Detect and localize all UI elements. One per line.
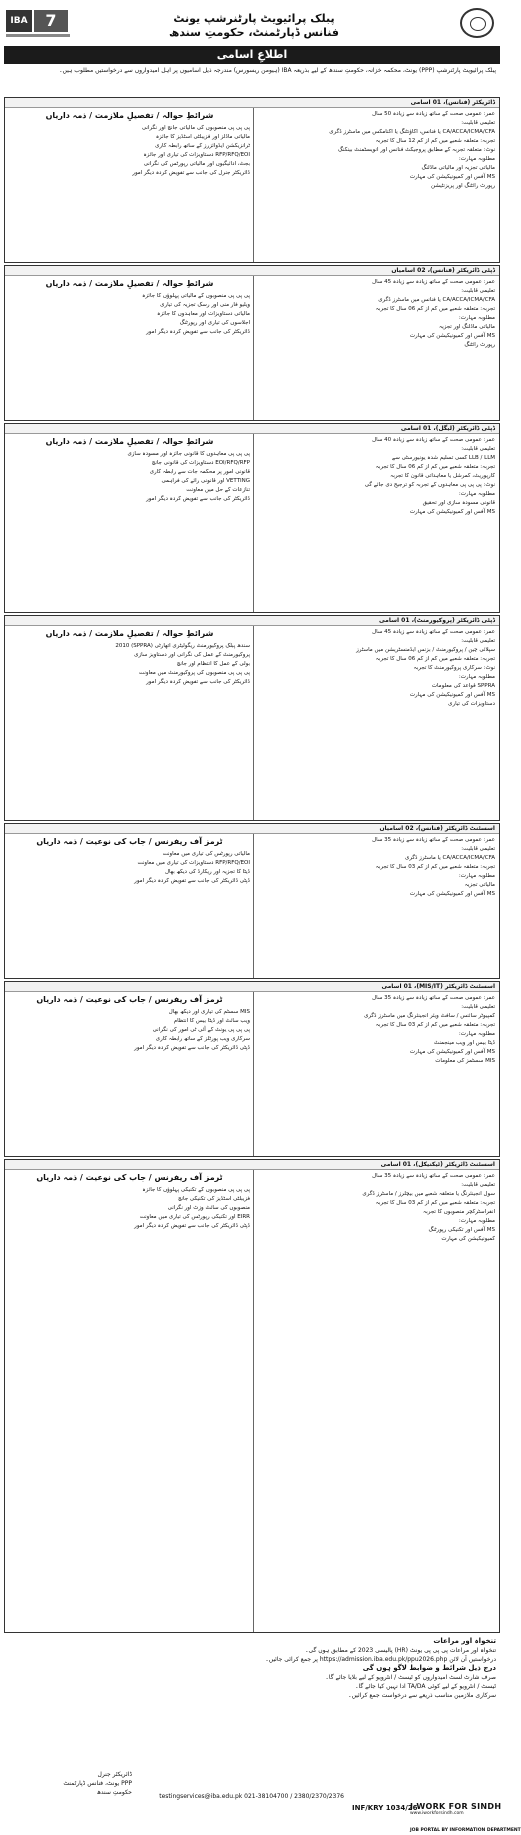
responsibility-line: پی پی پی یونٹ کے آئی ٹی امور کی نگرانی [152, 1027, 250, 1033]
eligibility-column [256, 836, 495, 976]
responsibilities-column [9, 836, 250, 976]
responsibility-line: VETTING اور قانونی رائے کی فراہمی [161, 478, 250, 484]
sindh-government-seal-icon [460, 8, 494, 38]
signoff-designation: ڈائریکٹر جنرل [97, 1771, 132, 1778]
responsibilities-heading: شرائطِ حوالہ / تفصیلِ ملازمت / ذمہ داریاں [45, 279, 214, 288]
eligibility-line: نوٹ: متعلقہ تجربہ کے مطابق پروجیکٹ فنانس اور انویسٹمنٹ بینکنگ [338, 147, 495, 153]
signoff-unit: PPP یونٹ، فنانس ڈپارٹمنٹ [63, 1780, 132, 1787]
position-section [4, 823, 500, 979]
responsibility-line: ڈائریکٹر کی جانب سے تفویض کردہ دیگر امور [146, 496, 250, 502]
eligibility-line: مطلوبہ مہارت: [458, 156, 495, 162]
iba-anniversary-mark: 7 [34, 10, 68, 32]
eligibility-column [256, 1172, 495, 1630]
responsibility-line: بجٹ، ادائیگیوں اور مالیاتی رپورٹس کی نگرانی [143, 161, 250, 167]
eligibility-line: MS آفس اور تکنیکی رپورٹنگ [428, 1227, 495, 1233]
eligibility-line: LLB / LLM کسی تسلیم شدہ یونیورسٹی سے [391, 455, 495, 461]
responsibility-line: پی پی پی منصوبوں کی مالیاتی جانچ اور نگرانی [141, 125, 250, 131]
responsibility-line: فزیبلٹی اسٹڈیز کی تکنیکی جانچ [177, 1196, 250, 1202]
responsibility-line: ڈپٹی ڈائریکٹر کی جانب سے تفویض کردہ دیگر امور [134, 1045, 250, 1051]
unit-title: پبلک پرائیویٹ پارٹنرشپ یونٹ [173, 12, 335, 25]
eligibility-line: MS آفس اور کمیونیکیشن کی مہارت [409, 692, 495, 698]
responsibility-line: ڈپٹی ڈائریکٹر کی جانب سے تفویض کردہ دیگر امور [134, 1223, 250, 1229]
eligibility-line: عمر: عمومی صحت کے ساتھ زیادہ سے زیادہ 50 سال [372, 111, 495, 117]
column-divider [253, 626, 254, 820]
eligibility-line: عمر: عمومی صحت کے ساتھ زیادہ سے زیادہ 45 سال [372, 629, 495, 635]
responsibility-line: MIS سسٹم کی تیاری اور دیکھ بھال [168, 1009, 250, 1015]
responsibility-line: پی پی پی منصوبوں کے مالیاتی پہلوؤں کا جائزہ [142, 293, 250, 299]
eligibility-line: مالیاتی تجزیہ [464, 882, 495, 888]
column-divider [253, 108, 254, 262]
eligibility-line: MS آفس اور کمیونیکیشن کی مہارت [409, 509, 495, 515]
responsibility-line: مالیاتی رپورٹس کی تیاری میں معاونت [162, 851, 250, 857]
eligibility-line: تعلیمی قابلیت: [461, 1004, 495, 1010]
notice-title: اطلاعِ اسامی [4, 46, 500, 64]
eligibility-line: عمر: عمومی صحت کے ساتھ زیادہ سے زیادہ 35 سال [372, 1173, 495, 1179]
iba-logo [6, 10, 70, 36]
responsibilities-heading: شرائطِ حوالہ / تفصیلِ ملازمت / ذمہ داریاں [45, 437, 214, 446]
responsibilities-column [9, 278, 250, 418]
responsibility-line: مالیاتی دستاویزات اور معاہدوں کا جائزہ [157, 311, 250, 317]
responsibilities-column [9, 436, 250, 610]
iworkforsindh-text: I WORK FOR SINDH [410, 1802, 502, 1811]
eligibility-line: تعلیمی قابلیت: [461, 120, 495, 126]
eligibility-line: تجربہ: متعلقہ شعبے میں کم از کم 03 سال کا تجربہ [375, 1022, 495, 1028]
terms-block [8, 1637, 496, 1767]
position-title: ڈپٹی ڈائریکٹر (لیگل)، 01 اسامی [5, 424, 499, 434]
header [4, 4, 500, 44]
iba-logo-text: IBA [6, 10, 32, 32]
responsibility-line: اجلاسوں کی تیاری اور رپورٹنگ [179, 320, 250, 326]
contact-info: testingservices@iba.edu.pk 021-38104700 / 2380/2370/2376 [159, 1793, 344, 1800]
eligibility-column [256, 110, 495, 260]
position-section [4, 423, 500, 613]
position-section [4, 97, 500, 263]
responsibility-line: ڈائریکٹر جنرل کی جانب سے تفویض کردہ دیگر امور [132, 170, 250, 176]
responsibilities-heading: ٹرمز آف ریفرنس / جاب کی نوعیت / ذمہ داریاں [36, 837, 223, 846]
advertisement-page [4, 4, 521, 1833]
eligibility-line: قانونی مسودہ سازی اور تحقیق [422, 500, 495, 506]
eligibility-line: تجربہ: متعلقہ شعبے میں کم از کم 06 سال کا تجربہ [375, 464, 495, 470]
eligibility-line: ڈیٹا بیس اور ویب مینجمنٹ [434, 1040, 495, 1046]
responsibility-line: پی پی پی منصوبوں کی پروکیورمنٹ میں معاونت [138, 670, 250, 676]
eligibility-line: کمپیوٹر سائنس / سافٹ ویئر انجینئرنگ میں ماسٹرز ڈگری [364, 1013, 495, 1019]
condition-line: سرکاری ملازمین مناسب ذریعے سے درخواست جمع کرائیں۔ [348, 1692, 496, 1699]
eligibility-line: مالیاتی تجزیہ اور مالیاتی ماڈلنگ [421, 165, 495, 171]
eligibility-line: مالیاتی ماڈلنگ اور تجزیہ [438, 324, 495, 330]
eligibility-line: نوٹ: پی پی پی معاہدوں کے تجربہ کو ترجیح دی جائے گی [364, 482, 495, 488]
responsibilities-column [9, 1172, 250, 1630]
department-title: فنانس ڈپارٹمنٹ، حکومتِ سندھ [169, 26, 339, 39]
eligibility-column [256, 628, 495, 818]
iworkforsindh-url[interactable]: www.iworkforsindh.com [410, 1811, 464, 1816]
eligibility-line: SPPRA قواعد کی معلومات [431, 683, 495, 689]
eligibility-line: MS آفس اور کمیونیکیشن کی مہارت [409, 174, 495, 180]
eligibility-line: تعلیمی قابلیت: [461, 1182, 495, 1188]
eligibility-line: تجربہ: متعلقہ شعبے میں کم از کم 06 سال کا تجربہ [375, 656, 495, 662]
responsibilities-heading: ٹرمز آف ریفرنس / جاب کی نوعیت / ذمہ داریاں [36, 995, 223, 1004]
condition-line: صرف شارٹ لسٹ امیدواروں کو ٹیسٹ / انٹرویو کے لیے بلایا جائے گا۔ [325, 1674, 496, 1681]
responsibility-line: قانونی امور پر محکمہ جات سے رابطہ کاری [149, 469, 250, 475]
responsibility-line: RFP/RFQ/EOI دستاویزات کی تیاری اور جائزہ [143, 152, 250, 158]
iworkforsindh-logo [410, 1802, 500, 1816]
eligibility-line: مطلوبہ مہارت: [458, 873, 495, 879]
intro-paragraph: پبلک پرائیویٹ پارٹنرشپ (PPP) یونٹ، محکمہ خزانہ، حکومتِ سندھ کے لیے بذریعہ IBA (ہیومن ریسورس) مندرجہ ذیل اسامیوں پر اہل امیدواروں سے درخواستیں مطلوب ہیں۔ [58, 67, 496, 74]
responsibility-line: ڈائریکٹر کی جانب سے تفویض کردہ دیگر امور [146, 679, 250, 685]
responsibility-line: پروکیورمنٹ کے عمل کی نگرانی اور دستاویز سازی [134, 652, 250, 658]
position-section [4, 265, 500, 421]
title-block [154, 12, 354, 40]
column-divider [253, 834, 254, 978]
column-divider [253, 992, 254, 1156]
responsibilities-column [9, 994, 250, 1154]
logo-divider [6, 34, 70, 37]
responsibility-line: EOI/RFQ/RFP دستاویزات کی قانونی جانچ [151, 460, 250, 466]
salary-heading: تنخواہ اور مراعات [433, 1637, 496, 1645]
eligibility-line: تجربہ: متعلقہ شعبے میں کم از کم 12 سال کا تجربہ [375, 138, 495, 144]
responsibility-line: ویلیو فار منی اور رسک تجزیہ کی تیاری [160, 302, 250, 308]
responsibility-line: پی پی پی معاہدوں کا قانونی جائزہ اور مسودہ سازی [127, 451, 250, 457]
eligibility-line: مطلوبہ مہارت: [458, 1218, 495, 1224]
responsibility-line: بولی کے عمل کا انتظام اور جانچ [176, 661, 250, 667]
eligibility-line: عمر: عمومی صحت کے ساتھ زیادہ سے زیادہ 40 سال [372, 437, 495, 443]
job-portal-caption: JOB PORTAL BY INFORMATION DEPARTMENT [410, 1828, 521, 1833]
eligibility-line: عمر: عمومی صحت کے ساتھ زیادہ سے زیادہ 45 سال [372, 279, 495, 285]
apply-online-line: درخواستیں آن لائن https://admission.iba.edu.pk/ppu2026.php پر جمع کرائی جائیں۔ [265, 1656, 496, 1663]
position-section [4, 981, 500, 1157]
responsibility-line: منصوبوں کی سائٹ وزٹ اور نگرانی [167, 1205, 250, 1211]
responsibility-line: پی پی پی منصوبوں کے تکنیکی پہلوؤں کا جائزہ [142, 1187, 250, 1193]
eligibility-line: CA/ACCA/ICMA/CFA یا فنانس، اکاؤنٹنگ یا اکنامکس میں ماسٹرز ڈگری [329, 129, 495, 135]
responsibility-line: ڈائریکٹر کی جانب سے تفویض کردہ دیگر امور [146, 329, 250, 335]
eligibility-line: تجربہ: متعلقہ شعبے میں کم از کم 03 سال کا تجربہ [375, 1200, 495, 1206]
reference-number: INF/KRY 1034/26 [352, 1804, 418, 1812]
position-title: ڈپٹی ڈائریکٹر (پروکیورمنٹ)، 01 اسامی [5, 616, 499, 626]
position-section [4, 615, 500, 821]
column-divider [253, 434, 254, 612]
responsibility-line: تنازعات کے حل میں معاونت [186, 487, 250, 493]
responsibility-line: سندھ پبلک پروکیورمنٹ ریگولیٹری اتھارٹی (SPPRA) 2010 [115, 643, 250, 649]
signoff [12, 1770, 132, 1797]
eligibility-line: تعلیمی قابلیت: [461, 846, 495, 852]
eligibility-line: مطلوبہ مہارت: [458, 1031, 495, 1037]
eligibility-line: CA/ACCA/ICMA/CFA یا فنانس میں ماسٹرز ڈگری [378, 297, 495, 303]
eligibility-line: کارپوریٹ، کمرشل یا معاہداتی قانون کا تجربہ [390, 473, 495, 479]
position-title: ڈائریکٹر (فنانس)، 01 اسامی [5, 98, 499, 108]
eligibility-column [256, 436, 495, 610]
responsibilities-column [9, 110, 250, 260]
responsibilities-heading: ٹرمز آف ریفرنس / جاب کی نوعیت / ذمہ داریاں [36, 1173, 223, 1182]
eligibility-line: تعلیمی قابلیت: [461, 288, 495, 294]
responsibility-line: EIRR اور تکنیکی رپورٹس کی تیاری میں معاونت [139, 1214, 250, 1220]
eligibility-line: MIS سسٹمز کی معلومات [435, 1058, 495, 1064]
responsibilities-heading: شرائطِ حوالہ / تفصیلِ ملازمت / ذمہ داریاں [45, 629, 214, 638]
responsibility-line: سرکاری ویب پورٹلز کے ساتھ رابطہ کاری [155, 1036, 250, 1042]
eligibility-line: سول انجینئرنگ یا متعلقہ شعبے میں بیچلرز / ماسٹرز ڈگری [362, 1191, 495, 1197]
eligibility-line: مطلوبہ مہارت: [458, 315, 495, 321]
responsibility-line: ویب سائٹ اور ڈیٹا بیس کا انتظام [173, 1018, 250, 1024]
eligibility-line: انفراسٹرکچر منصوبوں کا تجربہ [423, 1209, 495, 1215]
eligibility-line: CA/ACCA/ICMA/CFA یا ماسٹرز ڈگری [405, 855, 495, 861]
responsibility-line: ڈیٹا کا تجزیہ اور ریکارڈ کی دیکھ بھال [165, 869, 250, 875]
responsibility-line: RFP/RFQ/EOI دستاویزات کی تیاری میں معاونت [137, 860, 250, 866]
eligibility-line: نوٹ: سرکاری پروکیورمنٹ کا تجربہ [413, 665, 495, 671]
responsibility-line: مالیاتی ماڈلز اور فزیبلٹی اسٹڈیز کا جائزہ [155, 134, 250, 140]
eligibility-line: کمیونیکیشن کی مہارت [441, 1236, 495, 1242]
position-title: اسسٹنٹ ڈائریکٹر (ٹیکنیکل)، 01 اسامی [5, 1160, 499, 1170]
eligibility-column [256, 278, 495, 418]
eligibility-line: دستاویزات کی تیاری [448, 701, 495, 707]
eligibility-line: تعلیمی قابلیت: [461, 446, 495, 452]
eligibility-column [256, 994, 495, 1154]
eligibility-line: مطلوبہ مہارت: [458, 491, 495, 497]
condition-line: ٹیسٹ / انٹرویو کے لیے کوئی TA/DA ادا نہیں کیا جائے گا۔ [355, 1683, 496, 1690]
eligibility-line: MS آفس اور کمیونیکیشن کی مہارت [409, 891, 495, 897]
responsibility-line: ٹرانزیکشن ایڈوائزرز کے ساتھ رابطہ کاری [155, 143, 250, 149]
responsibilities-column [9, 628, 250, 818]
eligibility-line: سپلائی چین / پروکیورمنٹ / بزنس ایڈمنسٹریشن میں ماسٹرز [356, 647, 495, 653]
position-title: اسسٹنٹ ڈائریکٹر (فنانس)، 02 اسامیاں [5, 824, 499, 834]
eligibility-line: تجربہ: متعلقہ شعبے میں کم از کم 03 سال کا تجربہ [375, 864, 495, 870]
position-title: ڈپٹی ڈائریکٹر (فنانس)، 02 اسامیاں [5, 266, 499, 276]
eligibility-line: عمر: عمومی صحت کے ساتھ زیادہ سے زیادہ 35 سال [372, 995, 495, 1001]
eligibility-line: MS آفس اور کمیونیکیشن کی مہارت [409, 333, 495, 339]
eligibility-line: مطلوبہ مہارت: [458, 674, 495, 680]
eligibility-line: تعلیمی قابلیت: [461, 638, 495, 644]
eligibility-line: MS آفس اور کمیونیکیشن کی مہارت [409, 1049, 495, 1055]
column-divider [253, 276, 254, 420]
responsibilities-heading: شرائطِ حوالہ / تفصیلِ ملازمت / ذمہ داریاں [45, 111, 214, 120]
position-section [4, 1159, 500, 1633]
signoff-government: حکومتِ سندھ [96, 1789, 132, 1796]
eligibility-line: تجربہ: متعلقہ شعبے میں کم از کم 06 سال کا تجربہ [375, 306, 495, 312]
responsibility-line: ڈپٹی ڈائریکٹر کی جانب سے تفویض کردہ دیگر امور [134, 878, 250, 884]
eligibility-line: رپورٹ رائٹنگ اور پریزنٹیشن [431, 183, 495, 189]
eligibility-line: عمر: عمومی صحت کے ساتھ زیادہ سے زیادہ 35 سال [372, 837, 495, 843]
conditions-heading: درج ذیل شرائط و ضوابط لاگو ہوں گی [362, 1664, 496, 1672]
column-divider [253, 1170, 254, 1632]
eligibility-line: رپورٹ رائٹنگ [464, 342, 495, 348]
salary-line: تنخواہ اور مراعات پی پی پی یونٹ (HR) پالیسی 2023 کے مطابق ہوں گی۔ [304, 1647, 496, 1654]
position-title: اسسٹنٹ ڈائریکٹر (MIS/IT)، 01 اسامی [5, 982, 499, 992]
